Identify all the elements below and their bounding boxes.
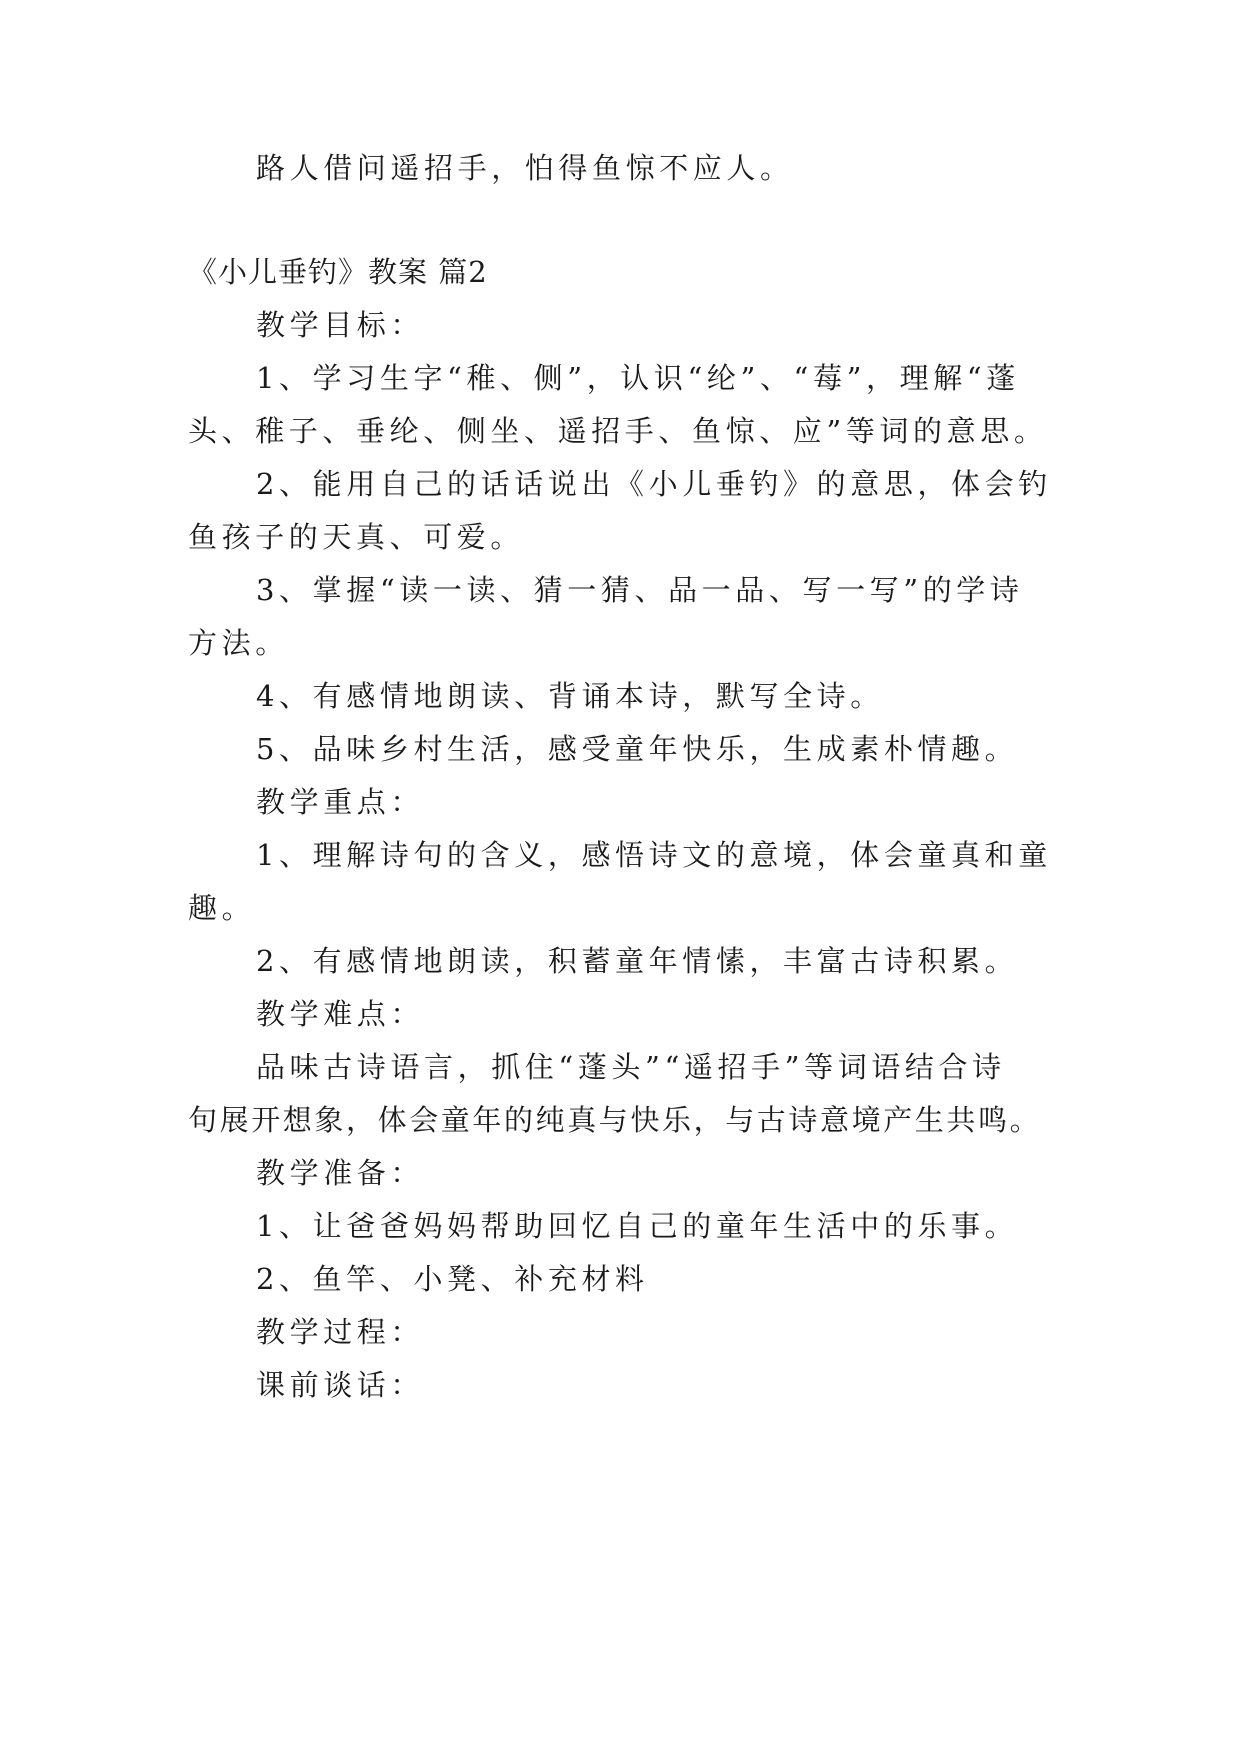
goal-4: 4、有感情地朗读、背诵本诗，默写全诗。 bbox=[256, 679, 884, 713]
goal-3-line-1: 3、掌握“读一读、猜一猜、品一品、写一写”的学诗 bbox=[256, 573, 1024, 607]
key-point-1-line-1: 1、理解诗句的含义，感悟诗文的意境，体会童真和童 bbox=[256, 838, 1052, 872]
heading-preparation: 教学准备： bbox=[256, 1156, 425, 1190]
section-title: 《小儿垂钓》教案 篇2 bbox=[188, 255, 488, 289]
goal-3-line-2: 方法。 bbox=[188, 626, 289, 660]
poem-line: 路人借问遥招手，怕得鱼惊不应人。 bbox=[256, 151, 794, 185]
goal-1-line-2: 头、稚子、垂纶、侧坐、遥招手、鱼惊、应”等词的意思。 bbox=[188, 414, 1048, 448]
heading-process: 教学过程： bbox=[256, 1315, 425, 1349]
difficulty-line-2: 句展开想象，体会童年的纯真与快乐，与古诗意境产生共鸣。 bbox=[188, 1103, 1042, 1137]
heading-key-points: 教学重点： bbox=[256, 785, 425, 819]
key-point-1-line-2: 趣。 bbox=[188, 891, 256, 925]
goal-2-line-2: 鱼孩子的天真、可爱。 bbox=[188, 520, 525, 554]
heading-pre-class-talk: 课前谈话： bbox=[256, 1368, 425, 1402]
preparation-2: 2、鱼竿、小凳、补充材料 bbox=[256, 1262, 649, 1296]
heading-teaching-goals: 教学目标： bbox=[256, 308, 425, 342]
goal-1-line-1: 1、学习生字“稚、侧”，认识“纶”、“莓”，理解“蓬 bbox=[256, 361, 1020, 395]
key-point-2: 2、有感情地朗读，积蓄童年情愫，丰富古诗积累。 bbox=[256, 944, 1019, 978]
preparation-1: 1、让爸爸妈妈帮助回忆自己的童年生活中的乐事。 bbox=[256, 1209, 1019, 1243]
goal-5: 5、品味乡村生活，感受童年快乐，生成素朴情趣。 bbox=[256, 732, 1019, 766]
heading-difficulties: 教学难点： bbox=[256, 997, 425, 1031]
goal-2-line-1: 2、能用自己的话话说出《小儿垂钓》的意思，体会钓 bbox=[256, 467, 1052, 501]
difficulty-line-1: 品味古诗语言，抓住“蓬头”“遥招手”等词语结合诗 bbox=[256, 1050, 1006, 1084]
